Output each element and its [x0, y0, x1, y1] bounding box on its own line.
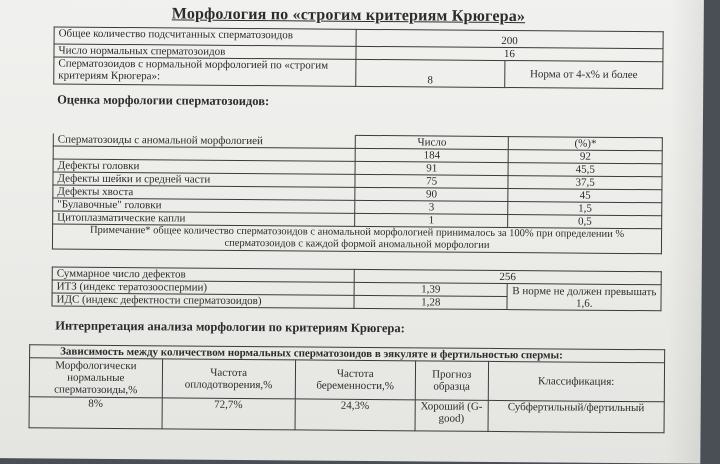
interpretation-cell: Хороший (G-good): [415, 400, 488, 432]
assessment-count: 3: [355, 200, 509, 214]
interpretation-header-row: [29, 358, 664, 402]
assessment-row-label: Дефекты шейки и средней части: [53, 172, 355, 187]
assessment-count: 184: [355, 148, 509, 162]
summary-value: 8: [356, 60, 505, 87]
assessment-row-label: Цитоплазматические капли: [53, 211, 355, 226]
header-cell: Морфологически нормальные сперматозоиды,%: [29, 358, 162, 398]
index-label: ИДС (индекс дефектности сперматозоидов): [52, 293, 354, 308]
assessment-count: 90: [355, 187, 509, 201]
summary-value-cell: [356, 59, 663, 88]
index-value: 256: [354, 269, 661, 284]
summary-value: 200: [356, 29, 663, 48]
interpretation-table: [29, 344, 666, 433]
header-cell: Прогноз образца: [415, 361, 488, 401]
assessment-pct: 37,5: [508, 176, 662, 190]
assessment-count: 91: [355, 161, 509, 175]
summary-table: [53, 26, 663, 89]
document-title: Морфология по «строгим критериям Крюгера»: [171, 5, 526, 26]
summary-row: [54, 57, 663, 89]
interpretation-heading: Интерпретация анализа морфологии по критериям Крюгера:: [55, 318, 405, 336]
assessment-note: Примечание* общее количество сперматозоидов с аномальной морфологией принималось за 100% при определении % сперматозоидов с каждой формой аномальной морфологии: [52, 224, 661, 254]
summary-value: 16: [356, 46, 663, 61]
assessment-table: [52, 132, 663, 254]
header-cell: Частота оплодотворения,%: [162, 359, 295, 399]
index-value: 1,39: [354, 282, 508, 296]
assessment-pct: 1,5: [508, 202, 662, 216]
index-label: Суммарное число дефектов: [52, 267, 354, 282]
summary-norm: Норма от 4-х% и более: [529, 68, 638, 82]
assessment-row-label: Дефекты головки: [53, 159, 355, 174]
interpretation-cell: 8%: [29, 397, 162, 429]
interpretation-cell: 72,7%: [162, 398, 295, 430]
assessment-pct: 45: [508, 189, 662, 203]
assessment-pct: 0,5: [508, 215, 662, 229]
interpretation-cell: Субфертильный/фертильный: [488, 400, 665, 432]
page-shadow: [666, 0, 704, 464]
index-norm-note: В норме не должен превышать 1,6.: [507, 284, 661, 311]
index-value: 1,28: [354, 295, 508, 309]
assessment-row-label: Сперматозоиды с аномальной морфологией: [53, 133, 355, 148]
assessment-pct: 45,5: [508, 163, 662, 177]
assessment-count: 1: [355, 213, 509, 227]
assessment-col-count: Число: [355, 135, 509, 149]
summary-label: Общее количество подсчитанных сперматозоидов: [54, 27, 356, 46]
interpretation-subheading: Зависимость между количеством нормальных сперматозоидов в эякуляте и фертильностью спермы:: [30, 345, 665, 363]
assessment-count: 75: [355, 174, 509, 188]
note-row: [52, 224, 661, 254]
indices-table: [51, 266, 661, 311]
assessment-heading: Оценка морфологии сперматозоидов:: [57, 92, 270, 109]
assessment-pct: 92: [509, 150, 663, 164]
summary-label: Сперматозоидов с нормальной морфологией по «строгим критериям Крюгера»:: [54, 57, 356, 86]
index-label: ИТЗ (индекс тератозооспермии): [52, 280, 354, 295]
assessment-row-label: Дефекты хвоста: [53, 185, 355, 200]
header-cell: Частота беременности,%: [295, 360, 416, 400]
interpretation-cell: 24,3%: [295, 399, 416, 431]
header-cell: Классификация:: [488, 361, 665, 401]
table-row: [29, 397, 664, 433]
assessment-col-pct: (%)*: [509, 137, 663, 151]
assessment-row-label: "Булавочные" головки: [53, 198, 355, 213]
summary-label: Число нормальных сперматозоидов: [54, 44, 356, 59]
